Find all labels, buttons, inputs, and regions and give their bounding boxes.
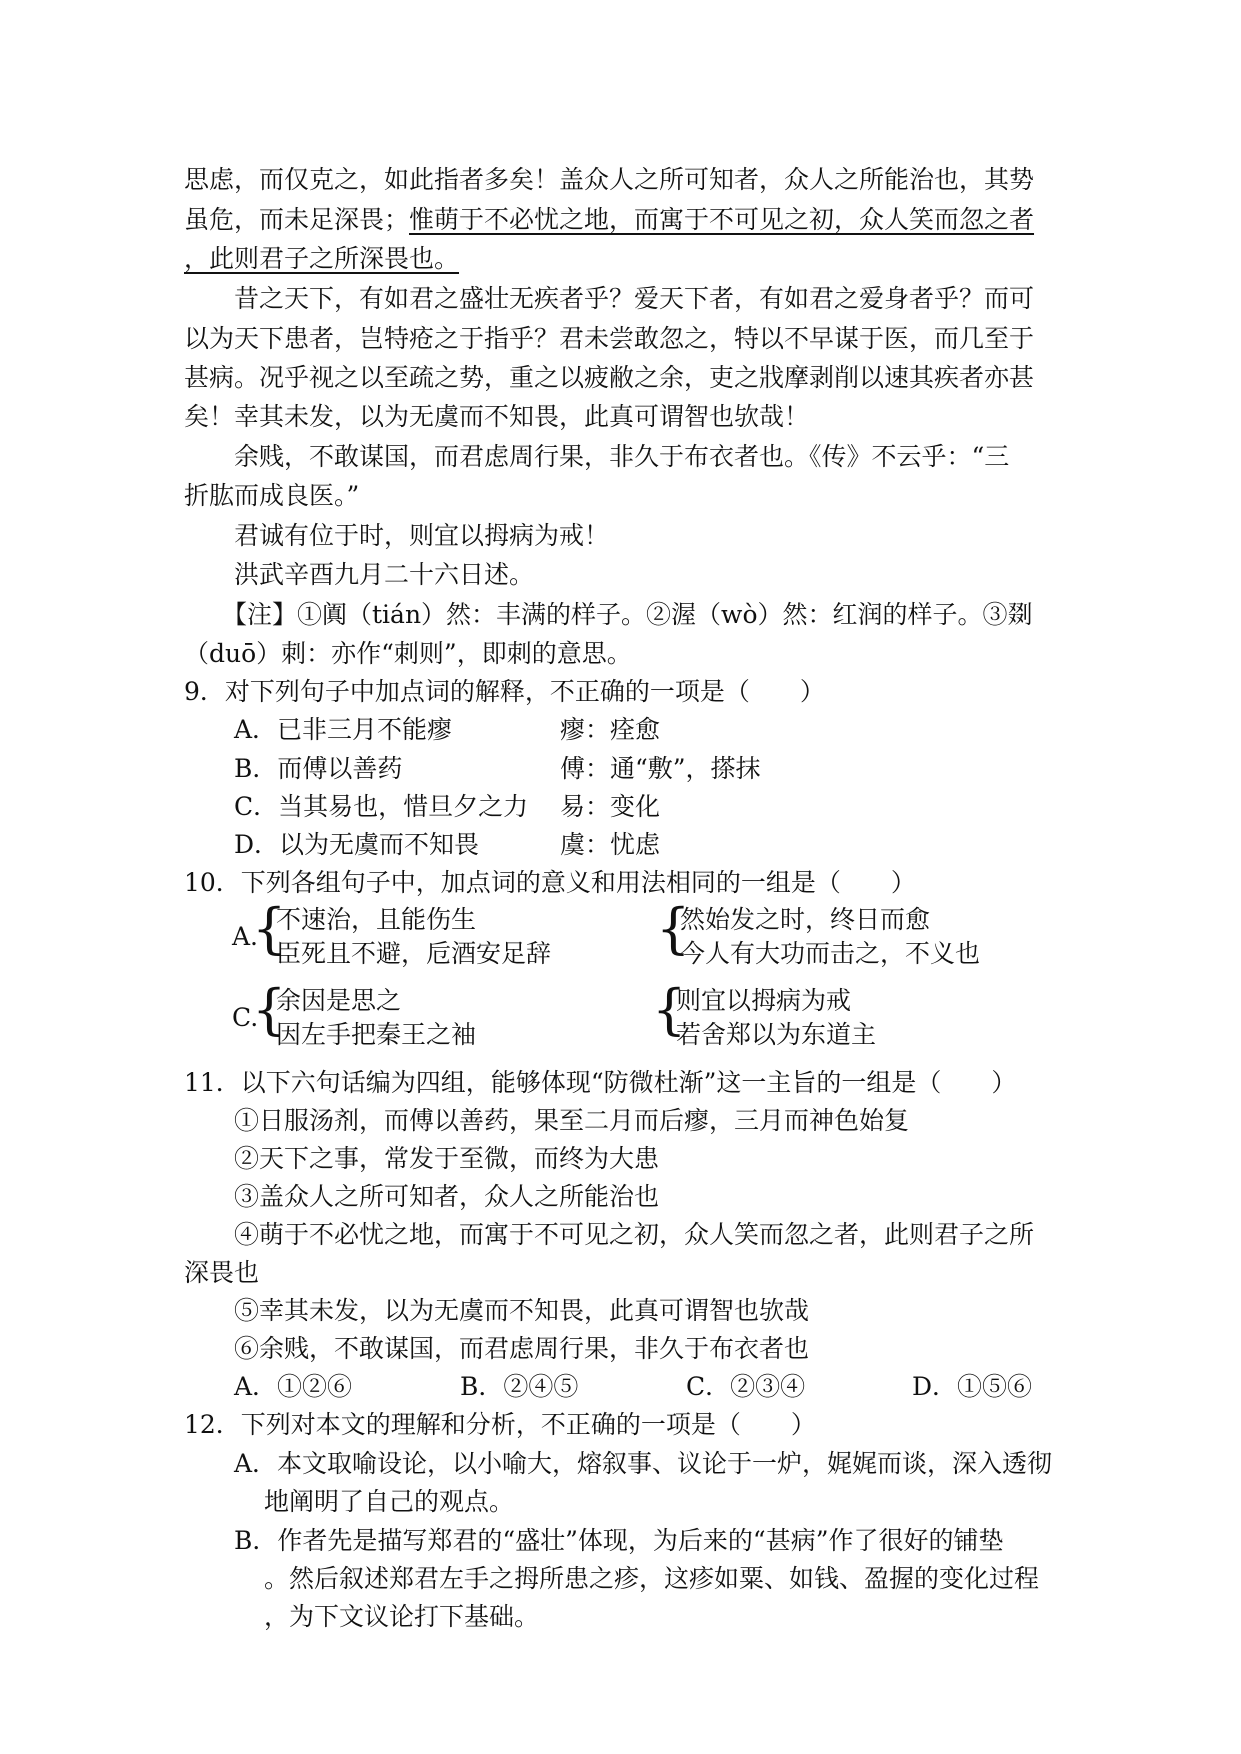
q10-option-a-label: A. xyxy=(232,922,259,951)
passage-line xyxy=(184,203,1034,237)
passage-line: 君诚有位于时，则宜以拇病为戒！ xyxy=(234,521,610,550)
underlined-sentence: 惟萌于不必忧之地，而寓于不可见之初，众人笑而忽之者 xyxy=(409,205,1035,234)
brace-icon: { xyxy=(656,897,691,960)
q11-item: ①日服汤剂，而傅以善药，果至二月而后瘳，三月而神色始复 xyxy=(234,1106,910,1135)
q10-a-line: 臣死且不避，卮酒安足辞 xyxy=(276,939,552,968)
footnote-line: （duō）刺：亦作“刺则”，即刺的意思。 xyxy=(184,639,632,668)
q9-option-c: C．当其易也，惜旦夕之力 xyxy=(234,792,529,821)
footnote-line: 【注】①阗（tián）然：丰满的样子。②渥（wò）然：红润的样子。③剟 xyxy=(222,600,1033,629)
passage-line: 思虑，而仅克之，如此指者多矣！盖众人之所可知者，众人之所能治也，其势 xyxy=(184,165,1035,194)
underlined-sentence: ，此则君子之所深畏也。 xyxy=(184,244,460,273)
question-11-stem: 11．以下六句话编为四组，能够体现“防微杜渐”这一主旨的一组是（ ） xyxy=(184,1068,1017,1097)
q11-item: 深畏也 xyxy=(184,1258,260,1287)
q12-option-a: A．本文取喻设论，以小喻大，熔叙事、议论于一炉，娓娓而谈，深入透彻 xyxy=(234,1449,1053,1478)
passage-text: 虽危，而未足深畏； xyxy=(184,205,410,234)
q11-choice-d: D．①⑤⑥ xyxy=(912,1372,1033,1401)
q9-option-a-gloss: 瘳：痊愈 xyxy=(560,715,661,744)
q10-d-line: 则宜以拇病为戒 xyxy=(676,986,852,1015)
q11-choice-b: B．②④⑤ xyxy=(460,1372,579,1401)
q9-option-c-gloss: 易：变化 xyxy=(560,792,661,821)
q10-c-line: 余因是思之 xyxy=(276,986,402,1015)
q10-b-line: 然始发之时，终日而愈 xyxy=(680,905,931,934)
q11-item: ⑤幸其未发，以为无虞而不知畏，此真可谓智也欤哉 xyxy=(234,1296,810,1325)
q9-option-d-gloss: 虞：忧虑 xyxy=(560,830,661,859)
brace-icon: { xyxy=(252,978,287,1041)
question-9-stem: 9．对下列句子中加点词的解释，不正确的一项是（ ） xyxy=(184,677,825,706)
q12-option-b: ，为下文议论打下基础。 xyxy=(264,1602,540,1631)
q9-option-a: A．已非三月不能瘳 xyxy=(234,715,453,744)
passage-line: 矣！幸其未发，以为无虞而不知畏，此真可谓智也欤哉！ xyxy=(184,402,810,431)
q9-option-b: B．而傅以善药 xyxy=(234,754,403,783)
passage-line: 昔之天下，有如君之盛壮无疾者乎？爱天下者，有如君之爱身者乎？而可 xyxy=(234,284,1035,313)
q9-option-b-gloss: 傅：通“敷”，搽抹 xyxy=(560,754,761,783)
passage-line: 折肱而成良医。” xyxy=(184,481,360,510)
passage-line: 以为天下患者，岂特疮之于指乎？君未尝敢忽之，特以不早谋于医，而几至于 xyxy=(184,324,1035,353)
brace-icon: { xyxy=(652,978,687,1041)
q11-item: ②天下之事，常发于至微，而终为大患 xyxy=(234,1144,660,1173)
passage-line: 余贱，不敢谋国，而君虑周行果，非久于布衣者也。《传》不云乎：“三 xyxy=(234,442,1010,471)
q11-item: ④萌于不必忧之地，而寓于不可见之初，众人笑而忽之者，此则君子之所 xyxy=(234,1220,1035,1249)
q10-c-line: 因左手把秦王之袖 xyxy=(276,1020,477,1049)
q10-b-line: 今人有大功而击之，不义也 xyxy=(680,939,981,968)
q11-item: ③盖众人之所可知者，众人之所能治也 xyxy=(234,1182,660,1211)
brace-icon: { xyxy=(252,897,287,960)
q10-option-c-label: C. xyxy=(232,1003,259,1032)
q11-choice-a: A．①②⑥ xyxy=(234,1372,353,1401)
q9-option-d: D．以为无虞而不知畏 xyxy=(234,830,480,859)
passage-line: 甚病。况乎视之以至疏之势，重之以疲敝之余，吏之戕摩剥削以速其疾者亦甚 xyxy=(184,363,1035,392)
question-12-stem: 12．下列对本文的理解和分析，不正确的一项是（ ） xyxy=(184,1410,816,1439)
question-10-stem: 10．下列各组句子中，加点词的意义和用法相同的一组是（ ） xyxy=(184,868,916,897)
q12-option-a: 地阐明了自己的观点。 xyxy=(264,1487,515,1516)
q10-d-line: 若舍郑以为东道主 xyxy=(676,1020,877,1049)
q12-option-b: 。然后叙述郑君左手之拇所患之疹，这疹如粟、如钱、盈握的变化过程 xyxy=(264,1564,1040,1593)
q10-a-line: 不速治，且能伤生 xyxy=(276,905,477,934)
q11-item: ⑥余贱，不敢谋国，而君虑周行果，非久于布衣者也 xyxy=(234,1334,810,1363)
q11-choice-c: C．②③④ xyxy=(686,1372,806,1401)
q12-option-b: B．作者先是描写郑君的“盛壮”体现，为后来的“甚病”作了很好的铺垫 xyxy=(234,1526,1004,1555)
passage-date: 洪武辛酉九月二十六日述。 xyxy=(234,560,535,589)
